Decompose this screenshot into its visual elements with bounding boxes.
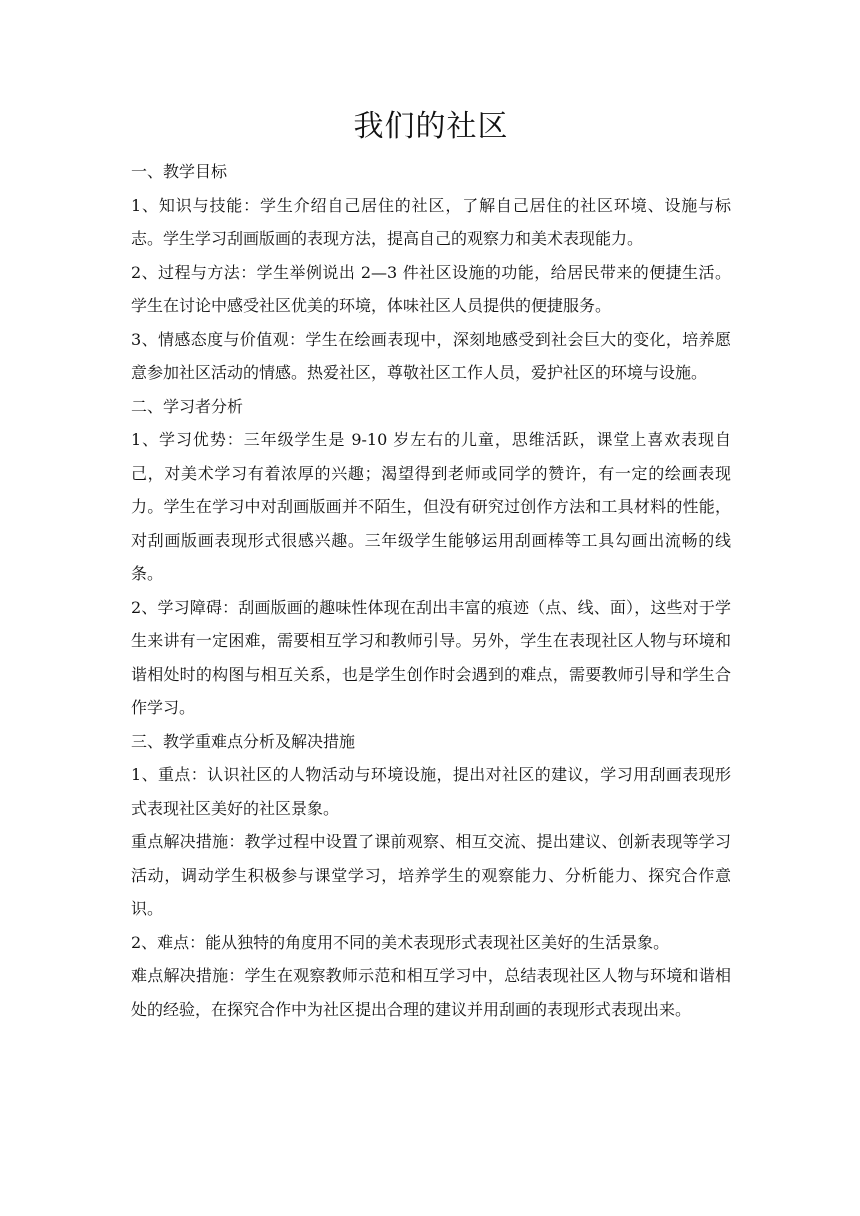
- section-heading-objectives: 一、教学目标: [131, 162, 228, 181]
- document-title: 我们的社区: [353, 109, 509, 144]
- paragraph-difficulty: 2、难点：能从独特的角度用不同的美术表现形式表现社区美好的生活景象。: [131, 932, 670, 952]
- paragraph-learning-obstacles: 2、学习障碍：刮画版画的趣味性体现在刮出丰富的痕迹（点、线、面），这些对于学生来讲有一定困难，需要相互学习和教师引导。另外，学生在表现社区人物与环境和谐相处时的构图与相互关系，也是学生创作时会遇到的难点，需要教师引导和学生合作学习。: [131, 597, 731, 717]
- document-body: [131, 105, 731, 1026]
- paragraph-difficulty-measures: 难点解决措施：学生在观察教师示范和相互学习中，总结表现社区人物与环境和谐相处的经验，在探究合作中为社区提出合理的建议并用刮画的表现形式表现出来。: [131, 966, 731, 1019]
- section-heading-learner-analysis: 二、学习者分析: [131, 396, 244, 416]
- paragraph-key-point: 1、重点：认识社区的人物活动与环境设施，提出对社区的建议，学习用刮画表现形式表现社区美好的社区景象。: [131, 765, 731, 818]
- paragraph-learning-advantages: 1、学习优势：三年级学生是 9-10 岁左右的儿童，思维活跃，课堂上喜欢表现自己，对美术学习有着浓厚的兴趣；渴望得到老师或同学的赞许，有一定的绘画表现力。学生在学习中对刮画版画并不陌生，但没有研究过创作方法和工具材料的性能，对刮画版画表现形式很感兴趣。三年级学生能够运用刮画棒等工具勾画出流畅的线条。: [131, 430, 731, 583]
- paragraph-knowledge-skills: 1、知识与技能：学生介绍自己居住的社区，了解自己居住的社区环境、设施与标志。学生学习刮画版画的表现方法，提高自己的观察力和美术表现能力。: [131, 195, 731, 248]
- paragraph-key-point-measures: 重点解决措施：教学过程中设置了课前观察、相互交流、提出建议、创新表现等学习活动，调动学生积极参与课堂学习，培养学生的观察能力、分析能力、探究合作意识。: [131, 832, 731, 918]
- section-heading-key-difficulties: 三、教学重难点分析及解决措施: [131, 731, 356, 751]
- paragraph-process-methods: 2、过程与方法：学生举例说出 2—3 件社区设施的功能，给居民带来的便捷生活。学生在讨论中感受社区优美的环境，体味社区人员提供的便捷服务。: [131, 262, 731, 315]
- paragraph-emotion-values: 3、情感态度与价值观：学生在绘画表现中，深刻地感受到社会巨大的变化，培养愿意参加社区活动的情感。热爱社区，尊敬社区工作人员，爱护社区的环境与设施。: [131, 329, 731, 382]
